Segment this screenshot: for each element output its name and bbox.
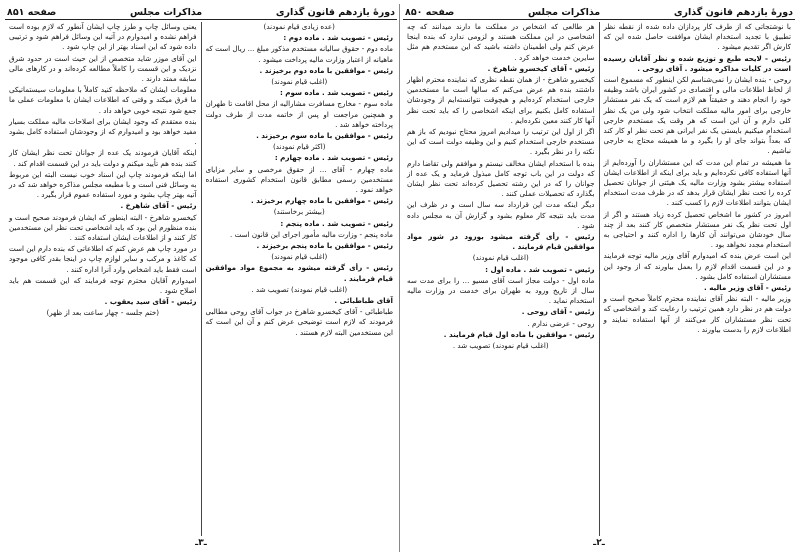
running-center: مذاکرات مجلس [527, 7, 601, 18]
paragraph: ماده چهارم - آقای ... از حقوق مرخصی و سایر مزایای مستخدمین رسمی مطابق قانون استخدام کشوری استفاده خواهد نمود . [205, 164, 393, 195]
running-center: مذاکرات مجلس [129, 7, 203, 18]
paragraph: اما اینکه فرمودند چاپ این اسناد خوب نیست البته این مربوط به وسائل فنی است و با مطبعه مجلس مذاکره خواهد شد که در آتیه بهتر چاپ بشود و مورد استفاده عموم قرار بگیرد . [9, 169, 197, 200]
text-column [202, 22, 398, 536]
speaker-line: آقای طباطبائی . [334, 296, 393, 306]
running-title: دورهٔ یازدهم قانون گذاری [673, 7, 793, 18]
right-page-header [403, 4, 795, 20]
speaker-line: رئیس - تصویب شد . ماده اول : [485, 264, 595, 274]
page-number: صفحه ۸۵۰ [405, 7, 455, 18]
paragraph: ما همیشه در تمام این مدت که این مستشاران را آورده‌ایم از آنها استفاده کافی نکرده‌ایم و باید برای اینکه از اطلاعات ایشان استفاده بیشتر بشود وزارت مالیه یک هیئتی از جوانان تحصیل کرده را تحت نظر ایشان قرار بدهد که در ظرف مدت استخدام ایشان بتوانند اطلاعات لازم را کسب کنند . [603, 157, 791, 208]
speaker-line: رئیس - موافقین با ماده اول قیام فرمایند . [443, 329, 595, 339]
speaker-line: رئیس - تصویب شد . ماده پنجم : [280, 218, 393, 228]
text-column [600, 22, 796, 536]
paragraph: امروز در کشور ما اشخاص تحصیل کرده زیاد هستند و اگر از اول تحت نظر یک نفر مستشار متخصص کار کنند بعد از چند سال خودشان می‌توانند آن کارها را اداره کنند و احتیاجی به استخدام مجدد نخواهد بود . [603, 209, 791, 250]
vote-note: (اکثر قیام نمودند) [273, 142, 326, 152]
speaker-line: رئیس - لایحه طبع و توزیع شده و نظر آقایان رسیده است در کلیات مذاکره میشود . آقای روحی . [603, 53, 791, 73]
running-title: دورهٔ یازدهم قانون گذاری [275, 7, 395, 18]
paragraph: معلومات ایشان که ملاحظه کنید کاملاً با معلومات سیستماتیکی ما فرق میکند و وقتی که اطلاعات ایشان با معلومات عملی ما جمع شود نتیجه خوبی خواهد داد . [9, 85, 197, 115]
paragraph: طباطبائی - آقای کیخسرو شاهرخ در جواب آقای روحی مطالبی فرمودند که لازم است توضیحی عرض کنم و آن این است که این مستخدمین البته لازم هستند . [205, 307, 393, 337]
vote-note: (بیشتر برخاستند) [273, 207, 325, 217]
paragraph: بنده معتقدم که وجود ایشان برای اصلاحات مالیه مملکت بسیار مفید خواهد بود و امیدوارم که از وجودشان استفاده کامل بشود . [9, 116, 197, 147]
speaker-line: رئیس - تصویب شد . ماده چهارم : [274, 153, 393, 163]
vote-note: (اغلب قیام نمودند) [472, 253, 529, 263]
left-page-header [5, 4, 397, 20]
paragraph: امیدوارم آقایان محترم توجه فرمایند که این قسمت هم باید اصلاح شود . [9, 275, 197, 296]
vote-note: (عده زیادی قیام نمودند) [263, 22, 335, 31]
text-column [403, 22, 600, 536]
paragraph: در مورد چاپ هم عرض کنم که اطلاعاتی که بنده دارم این است که کاغذ و مرکب و سایر لوازم چاپ در اینجا بقدر کافی موجود است فقط باید اشخاص وارد آنرا اداره کنند . [9, 244, 197, 274]
paragraph: ماده سوم - مخارج مسافرت مشارالیه از محل اقامت تا طهران و همچنین مراجعت او پس از خاتمه مدت از طرف دولت پرداخته خواهد شد . [205, 99, 393, 129]
vote-note: (اغلب قیام نمودند) [271, 77, 328, 87]
paragraph: کیخسرو شاهرخ - البته اینطور که ایشان فرمودند صحیح است و بنده منظورم این بود که باید اشخاصی تحت نظر این مستخدمین کار کنند و از اطلاعات ایشان استفاده کنند . [9, 212, 197, 243]
speaker-line: رئیس - موافقین با ماده چهارم برخیزند . [250, 196, 393, 206]
paragraph: یعنی وسائل چاپ و طرز چاپ ایشان آنطور که لازم بوده است فراهم نشده و امیدوارم در آتیه این وسائل فراهم شود و ترتیبی داده شود که این اسناد بهتر از این چاپ شود . [9, 22, 197, 52]
speaker-line: رئیس - آقای شاهرخ . [120, 201, 197, 211]
vote-note: (اغلب قیام نمودند) تصویب شد . [452, 341, 549, 351]
speaker-line: رئیس - موافقین با ماده دوم برخیزند . [259, 65, 393, 75]
speaker-line: رئیس - موافقین با ماده سوم برخیزند . [256, 131, 393, 141]
left-page [5, 4, 397, 552]
paragraph: کیخسرو شاهرخ - از همان نقطه نظری که نماینده محترم اظهار داشتند بنده هم عرض می‌کنم که سالها است ما مستخدمین خارجی استخدام کرده‌ایم و هیچوقت نتوانسته‌ایم از وجودشان استفاده کامل بکنیم برای اینکه اشخاصی را که باید تحت نظر آنها کار کنند معین نکرده‌ایم . [407, 75, 595, 125]
paragraph: ماده پنجم - وزارت مالیه مأمور اجرای این قانون است . [230, 229, 393, 239]
paragraph: روحی - عرضی ندارم . [527, 318, 595, 328]
paragraph: هر طالعی که اشخاص در مملکت ما دارند میدانند که چه اشخاصی در این مملکت هستند و لزومی ندارد که بنده اینجا عرض کنم ولی اطمینان داشته باشید که این مستخدم هم مثل سایرین خدمت خواهد کرد . [407, 22, 595, 62]
paragraph: بنده با استخدام ایشان مخالف نیستم و موافقم ولی تقاضا دارم که دولت در این باب توجه کامل مبذول فرماید و یک عده از جوانان را که در این رشته تحصیل کرده‌اند تحت نظر ایشان بگذارد که تحصیلات عملی کنند . [407, 158, 595, 199]
speaker-line: رئیس - رأی گرفته میشود بورود در شور مواد موافقین قیام فرمایند . [407, 232, 595, 252]
speaker-line: رئیس - رأی گرفته میشود به مجموع مواد موافقین قیام فرمایند . [205, 263, 393, 283]
vote-note: (ختم جلسه - چهار ساعت بعد از ظهر) [46, 308, 160, 318]
vote-note: (اغلب قیام نمودند) [271, 252, 328, 262]
page-footer: ـ۲ـ [593, 538, 605, 548]
speaker-line: رئیس - تصویب شد . ماده دوم : [283, 33, 393, 43]
vote-note: (اغلب قیام نمودند) تصویب شد . [251, 284, 348, 294]
speaker-line: رئیس - آقای سید یعقوب . [104, 297, 197, 307]
page-footer: ـ۳ـ [195, 538, 207, 548]
paragraph: روحی - بنده ایشان را نمی‌شناسم لکن اینطور که مسموع است از لحاظ اطلاعات مالی و اقتصادی در کشور ایران باشد وظیفه خود را انجام دهند و حقیقتاً هم لازم است که یک نفر مستشار خارجی برای امور مالیه مملکت انتخاب شود ولی من یک نظر کلی دارم و آن این است که هر وقت یک مستخدم خارجی استخدام میکنیم بایستی یک نفر ایرانی هم تحت نظر او کار کند که بعداً بتواند جای او را بگیرد و ما همیشه محتاج به خارجی نباشیم . [603, 75, 791, 156]
right-page [403, 4, 795, 552]
speaker-line: رئیس - آقای کیخسرو شاهرخ . [487, 63, 595, 73]
paragraph: دیگر اینکه مدت این قرارداد سه سال است و در ظرف این مدت باید نتیجه کار معلوم بشود و گزارش آن به مجلس داده شود . [407, 200, 595, 230]
speaker-line: رئیس - تصویب شد . ماده سوم : [279, 88, 393, 98]
paragraph: این آقای موزر شاید متخصص از این حیث است در حدود شرق نزدیک و این قسمت را کاملاً مطالعه کرده‌اند و در کارهای مالی سابقه ممتد دارند . [9, 53, 197, 84]
speaker-line: رئیس - موافقین با ماده پنجم برخیزند . [256, 241, 393, 251]
text-column [5, 22, 202, 536]
paragraph: اگر از اول این ترتیب را میدادیم امروز محتاج نبودیم که باز هم مستخدم خارجی استخدام کنیم و این وظیفه دولت است که این نکته را در نظر بگیرد . [407, 127, 595, 157]
page-number: صفحه ۸۵۱ [7, 7, 57, 18]
speaker-line: رئیس - آقای وزیر مالیه . [704, 283, 791, 293]
paragraph: اینکه آقایان فرمودند یک عده از جوانان تحت نظر ایشان کار کنند بنده هم تأیید میکنم و دولت باید در این قسمت اقدام کند . [9, 148, 197, 168]
paragraph: این است عرض بنده که امیدوارم آقای وزیر مالیه توجه فرمایند و در این قسمت اقدام لازم را بعمل بیاورند که از وجود این مستشاران استفاده کامل بشود . [603, 251, 791, 281]
paragraph: با نوشتجاتی که از طرف کار پردازان داده شده از نقطه نظر تطبیق با تجدید استخدام ایشان موافقت حاصل شده این که کارش اگر تقدیم میشود . [603, 22, 791, 52]
paragraph: ماده اول - دولت مجاز است آقای مسیو ... را برای مدت سه سال از تاریخ ورود به طهران برای خدمت در وزارت مالیه استخدام نماید . [407, 275, 595, 306]
paragraph: وزیر مالیه - البته نظر آقای نماینده محترم کاملاً صحیح است و دولت هم در نظر دارد همین ترتیب را رعایت کند و اشخاصی که تحت نظر مستشاران کار می‌کنند از آنها استفاده نمایند و اطلاعات لازم را بدست بیاورند . [603, 294, 791, 334]
speaker-line: رئیس - آقای روحی . [521, 307, 595, 317]
page-gutter [399, 4, 400, 552]
paragraph: ماده دوم - حقوق سالیانه مستخدم مذکور مبلغ ... ریال است که ماهیانه از اعتبار وزارت مالیه پرداخت میشود . [205, 44, 393, 64]
